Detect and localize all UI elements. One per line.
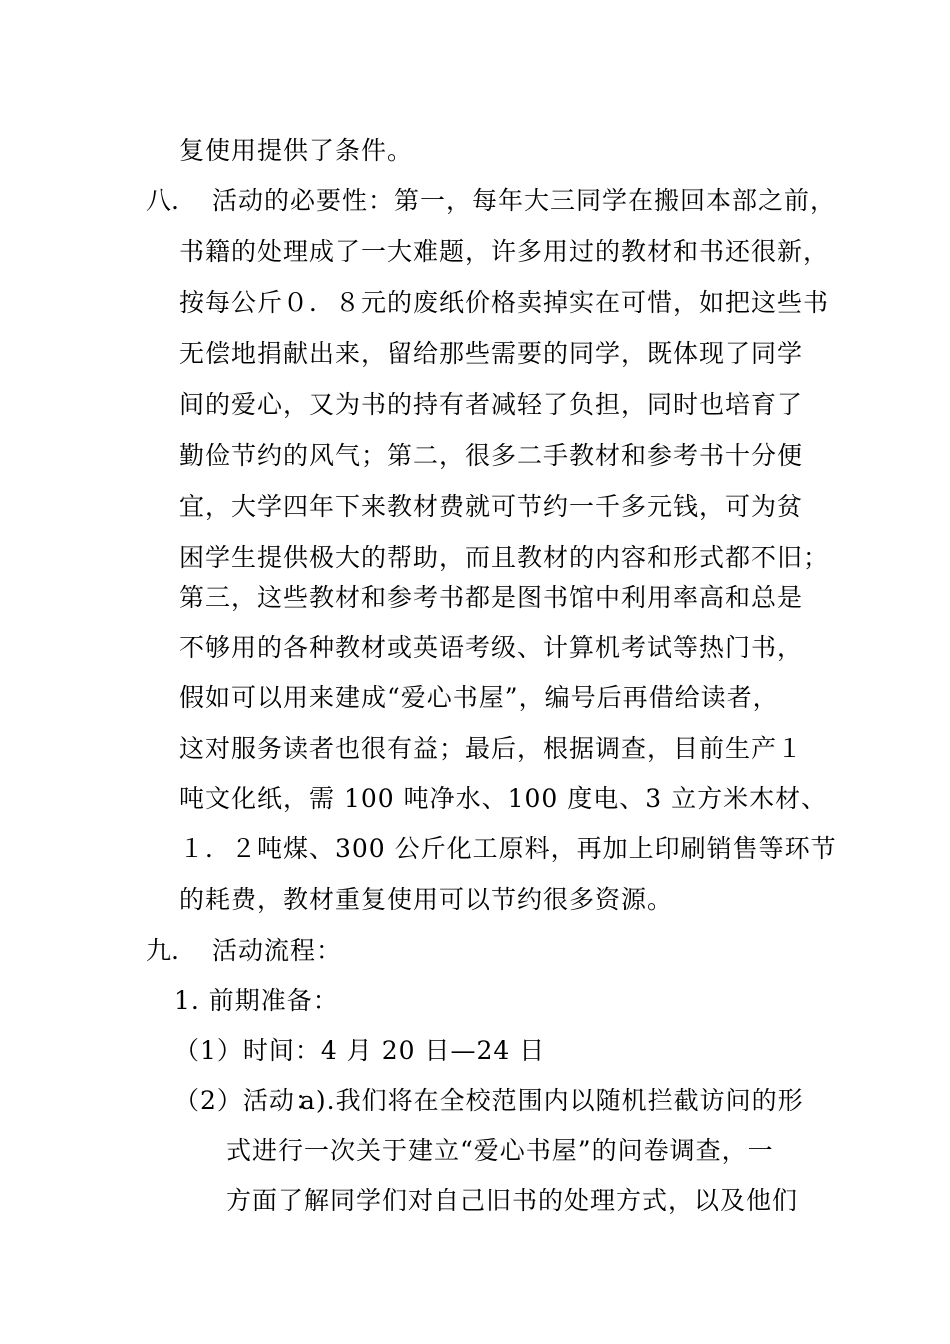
section-8-line: 吨文化纸，需 100 吨净水、100 度电、3 立方米木材、 (179, 784, 828, 813)
subsection-1-title: 1. 前期准备： (174, 986, 339, 1015)
continuation-line: 复使用提供了条件。 (179, 136, 414, 165)
item-2-line: a).我们将在全校范围内以随机拦截访问的形 (300, 1086, 804, 1115)
section-8-line: 的耗费，教材重复使用可以节约很多资源。 (179, 885, 674, 914)
section-8-line: １．２吨煤、300 公斤化工原料，再加上印刷销售等环节 (179, 834, 837, 863)
section-8-line: 第三，这些教材和参考书都是图书馆中利用率高和总是 (179, 583, 804, 612)
section-8-line: 勤俭节约的风气；第二，很多二手教材和参考书十分便 (179, 441, 804, 470)
section-8-line: 无偿地捐献出来，留给那些需要的同学，既体现了同学 (179, 339, 804, 368)
section-8-line: 困学生提供极大的帮助，而且教材的内容和形式都不旧； (179, 543, 830, 572)
item-2-line: 式进行一次关于建立“爱心书屋”的问卷调查，一 (226, 1136, 774, 1165)
section-8-line: 按每公斤０．８元的废纸价格卖掉实在可惜，如把这些书 (179, 288, 830, 317)
section-8-line: 宜，大学四年下来教材费就可节约一千多元钱，可为贫 (179, 492, 804, 521)
section-8-line: 间的爱心，又为书的持有者减轻了负担，同时也培育了 (179, 390, 804, 419)
section-8-line: 这对服务读者也很有益；最后，根据调查，目前生产１ (179, 734, 804, 763)
item-2-label: （2）活动： (174, 1086, 321, 1115)
section-9-number: 九. (146, 936, 179, 965)
section-8-line: 书籍的处理成了一大难题，许多用过的教材和书还很新， (179, 237, 830, 266)
section-8-line: 假如可以用来建成“爱心书屋”，编号后再借给读者， (179, 683, 779, 712)
section-9-title: 活动流程： (212, 936, 343, 965)
section-8-line: 不够用的各种教材或英语考级、计算机考试等热门书， (179, 633, 804, 662)
item-1-time: （1）时间：4 月 20 日—24 日 (174, 1036, 546, 1065)
item-2-line: 方面了解同学们对自己旧书的处理方式，以及他们 (226, 1186, 799, 1215)
section-8-number: 八. (146, 186, 179, 215)
section-8-line: 活动的必要性：第一，每年大三同学在搬回本部之前， (212, 186, 837, 215)
